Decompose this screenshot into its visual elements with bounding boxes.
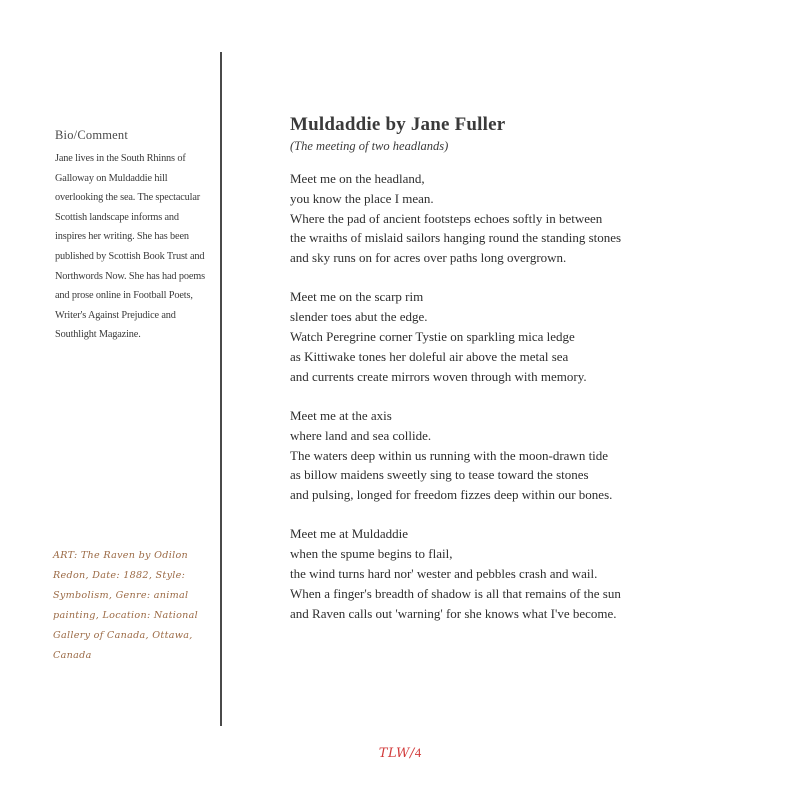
bio-line: Scottish landscape informs and	[55, 211, 179, 223]
magazine-mark: TLW/	[378, 746, 415, 761]
bio-panel	[55, 128, 215, 345]
bio-line: Writer's Against Prejudice and	[55, 309, 176, 321]
poem-line: Meet me on the scarp rim	[290, 289, 424, 305]
poem-line: The waters deep within us running with the moon-drawn tide	[290, 447, 609, 463]
art-credit-line: Gallery of Canada, Ottawa,	[53, 630, 193, 641]
poem-line: Meet me on the headland,	[290, 171, 425, 186]
bio-line: inspires her writing. She has been	[55, 231, 189, 243]
poem-line: and currents create mirrors woven through with memory.	[290, 368, 587, 384]
art-credit-line: Canada	[53, 650, 92, 661]
bio-line: published by Scottish Book Trust and	[55, 250, 205, 262]
poem-line: the wind turns hard nor' wester and pebbles crash and wail.	[290, 566, 598, 582]
bio-line: and prose online in Football Poets,	[55, 290, 193, 302]
page-footer	[0, 745, 800, 761]
poem-line: the wraiths of mislaid sailors hanging round the standing stones	[290, 230, 622, 246]
art-credit	[53, 546, 213, 666]
poem-line: and Raven calls out 'warning' for she knows what I've become.	[290, 605, 617, 621]
poem-line: as Kittiwake tones her doleful air above the metal sea	[290, 348, 569, 364]
vertical-divider	[220, 52, 222, 726]
art-credit-line: Redon, Date: 1882, Style:	[53, 570, 186, 581]
bio-line: overlooking the sea. The spectacular	[55, 192, 201, 204]
bio-line: Southlight Magazine.	[55, 329, 141, 341]
poem-line: slender toes abut the edge.	[290, 309, 428, 325]
poem-line: Meet me at the axis	[290, 407, 392, 423]
poem	[290, 113, 760, 643]
poem-title: Muldaddie by Jane Fuller	[290, 114, 506, 135]
page-number: 4	[414, 745, 422, 760]
bio-text	[55, 149, 215, 345]
bio-heading: Bio/Comment	[55, 128, 129, 142]
poem-line: as billow maidens sweetly sing to tease toward the stones	[290, 467, 589, 483]
art-credit-line: painting, Location: National	[53, 610, 199, 621]
poem-line: Meet me at Muldaddie	[290, 526, 409, 542]
poem-line: When a finger's breadth of shadow is all that remains of the sun	[290, 585, 621, 601]
bio-line: Jane lives in the South Rhinns of	[55, 153, 186, 164]
stanza-2	[290, 287, 760, 386]
stanza-3	[290, 406, 760, 505]
poem-line: you know the place I mean.	[290, 190, 434, 206]
poem-line: and pulsing, longed for freedom fizzes deep within our bones.	[290, 487, 613, 503]
poem-line: when the spume begins to flail,	[290, 546, 453, 562]
bio-line: Galloway on Muldaddie hill	[55, 172, 168, 184]
stanza-4	[290, 524, 760, 623]
poem-subtitle: (The meeting of two headlands)	[290, 139, 449, 153]
poem-line: Where the pad of ancient footsteps echoes softly in between	[290, 210, 603, 226]
art-credit-line: Symbolism, Genre: animal	[53, 590, 189, 601]
poem-line: where land and sea collide.	[290, 427, 432, 443]
poem-line: Watch Peregrine corner Tystie on sparkling mica ledge	[290, 329, 575, 345]
poem-line: and sky runs on for acres over paths long overgrown.	[290, 250, 567, 266]
bio-line: Northwords Now. She has had poems	[55, 270, 205, 282]
stanza-1	[290, 169, 760, 268]
art-credit-line: ART: The Raven by Odilon	[53, 550, 189, 561]
